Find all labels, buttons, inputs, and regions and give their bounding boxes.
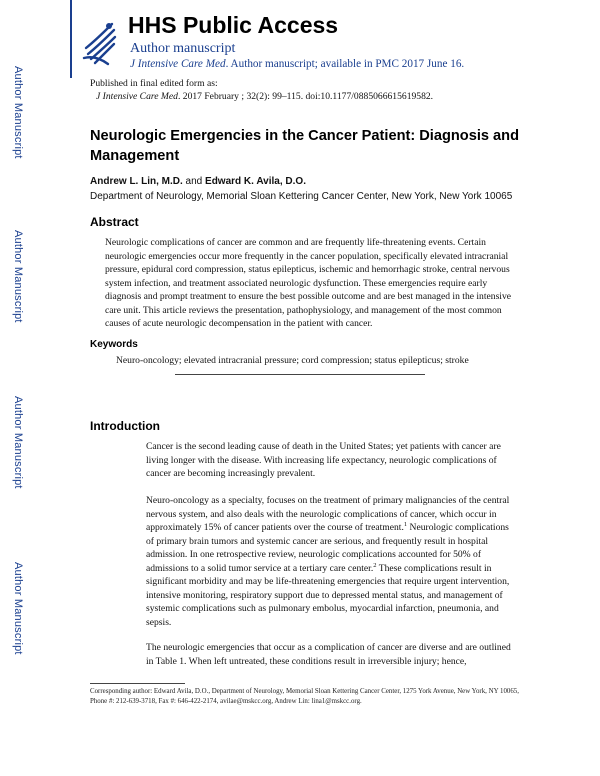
sidebar-label-3: Author Manuscript	[12, 396, 24, 489]
author-line	[90, 176, 306, 187]
introduction-heading: Introduction	[90, 419, 160, 433]
header-journal-ref	[130, 58, 464, 70]
citation-line	[96, 91, 433, 102]
citation-ref-1[interactable]: 1	[403, 520, 408, 528]
intro-paragraph-3: The neurologic emergencies that occur as a complication of cancer are diverse and are outlined in Table 1. When left untreated, these conditions result in irreversible injury; hence,	[146, 642, 511, 667]
affiliation: Department of Neurology, Memorial Sloan Kettering Cancer Center, New York, New York 10065	[90, 191, 513, 202]
published-label: Published in final edited form as:	[90, 78, 218, 89]
article-title: Neurologic Emergencies in the Cancer Patient: Diagnosis and Management	[90, 128, 519, 164]
keywords-heading: Keywords	[90, 339, 138, 350]
sidebar-label-2: Author Manuscript	[12, 230, 24, 323]
header-title: HHS Public Access	[128, 12, 339, 38]
hhs-eagle-logo-icon	[78, 18, 120, 68]
header-subtitle: Author manuscript	[130, 41, 236, 56]
footnote-divider	[90, 683, 185, 684]
intro-p2-part-b: Neurologic complications of primary brain tumors and systemic cancer are serious, and frequently result in hospital admission. In one retrospective review, neurologic complications accounted for 50% of admissions to a solid tumor service at a tertiary care center.	[146, 522, 509, 574]
sidebar-label-4: Author Manuscript	[12, 562, 24, 655]
author-and: and	[182, 176, 206, 187]
abstract-body: Neurologic complications of cancer are common and are frequently life-threatening events. Certain neurologic emergencies occur more frequently in the cancer population, specifically elevated intracranial pressure, epidural cord compression, status epilepticus, ischemic and hemorrhagic stroke, central nervous system infection, and treatment associated neurologic dysfunction. These emergencies require early diagnosis and prompt treatment to ensure the best possible outcome and are best managed in the intensive care unit. This article reviews the presentation, pathophysiology, and management of the most common causes of acute neurologic decompensation in the patient with cancer.	[105, 237, 512, 329]
header-journal-title: J Intensive Care Med	[130, 58, 226, 70]
header-journal-rest: . Author manuscript; available in PMC 2017 June 16.	[225, 58, 465, 70]
citation-journal: J Intensive Care Med	[96, 91, 178, 102]
keywords-list: Neuro-oncology; elevated intracranial pressure; cord compression; status epilepticus; stroke	[116, 355, 469, 366]
intro-p2-part-a: Neuro-oncology as a specialty, focuses on the treatment of primary malignancies of the central nervous system, and also deals with the neurologic complications of cancer, which occur in approximately 15% of cancer patients over the course of treatment.	[146, 495, 510, 533]
citation-ref-2[interactable]: 2	[373, 561, 377, 569]
corresponding-author-footnote: Corresponding author: Edward Avila, D.O., Department of Neurology, Memorial Sloan Kettering Cancer Center, 1275 York Avenue, New York, NY 10065, Phone #: 212-639-3718, Fax #: 646-422-2174, avilae@mskcc.org, Andrew Lin: lina1@mskcc.org.	[90, 688, 519, 705]
intro-p2-part-c: These complications result in significant morbidity and may be life-threatening emergencies that require urgent intervention, intensive monitoring, respiratory support due to depressed mental status, and management of systemic complications such as pulmonary embolus, myocardial infarction, pneumonia, and sepsis.	[146, 562, 510, 628]
intro-paragraph-1: Cancer is the second leading cause of death in the United States; yet patients with cancer are living longer with the disease. With increasing life expectancy, neurologic complications of cancer are becoming increasingly prevalent.	[146, 441, 501, 479]
sidebar-label-1: Author Manuscript	[12, 66, 24, 159]
intro-paragraph-2	[146, 494, 516, 629]
header-divider	[70, 0, 72, 78]
section-divider	[175, 374, 425, 375]
abstract-heading: Abstract	[90, 215, 139, 229]
author-1: Andrew L. Lin, M.D.	[90, 176, 183, 187]
author-2: Edward K. Avila, D.O.	[205, 176, 306, 187]
citation-details: . 2017 February ; 32(2): 99–115. doi:10.1177/0885066615619582.	[177, 91, 434, 102]
